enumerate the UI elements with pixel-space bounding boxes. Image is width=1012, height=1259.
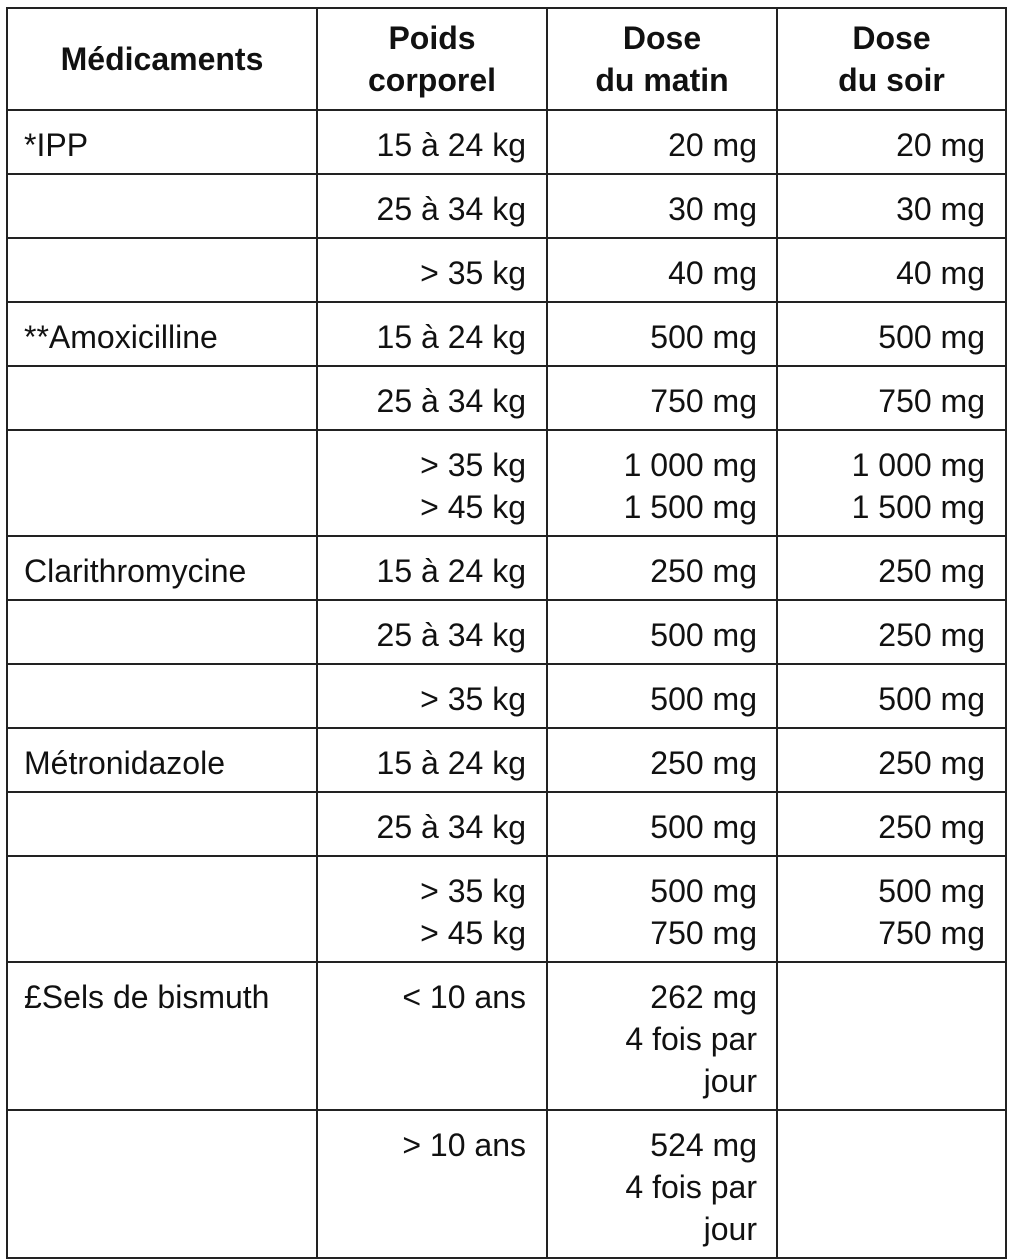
cell-medicament: Métronidazole bbox=[7, 728, 317, 792]
dosage-table bbox=[6, 7, 1007, 1259]
cell-medicament bbox=[7, 366, 317, 430]
table-row bbox=[7, 728, 1006, 792]
header-dose-soir: Dose du soir bbox=[777, 8, 1006, 110]
cell-dose-matin: 40 mg bbox=[547, 238, 777, 302]
cell-medicament bbox=[7, 174, 317, 238]
cell-poids: > 35 kg bbox=[317, 238, 547, 302]
cell-poids: > 10 ans bbox=[317, 1110, 547, 1258]
cell-dose-soir: 250 mg bbox=[777, 536, 1006, 600]
cell-medicament bbox=[7, 430, 317, 536]
cell-poids: > 35 kg > 45 kg bbox=[317, 856, 547, 962]
cell-medicament bbox=[7, 238, 317, 302]
cell-medicament: **Amoxicilline bbox=[7, 302, 317, 366]
cell-dose-soir: 250 mg bbox=[777, 792, 1006, 856]
cell-dose-matin: 524 mg 4 fois par jour bbox=[547, 1110, 777, 1258]
cell-dose-matin: 500 mg bbox=[547, 792, 777, 856]
cell-medicament: Clarithromycine bbox=[7, 536, 317, 600]
cell-poids: 25 à 34 kg bbox=[317, 174, 547, 238]
table-row bbox=[7, 238, 1006, 302]
cell-dose-soir: 750 mg bbox=[777, 366, 1006, 430]
cell-dose-matin: 20 mg bbox=[547, 110, 777, 174]
header-dose-matin: Dose du matin bbox=[547, 8, 777, 110]
cell-dose-soir: 250 mg bbox=[777, 600, 1006, 664]
cell-dose-soir bbox=[777, 1110, 1006, 1258]
table-row bbox=[7, 302, 1006, 366]
cell-dose-matin: 250 mg bbox=[547, 728, 777, 792]
table-row bbox=[7, 792, 1006, 856]
cell-dose-matin: 750 mg bbox=[547, 366, 777, 430]
cell-dose-soir: 30 mg bbox=[777, 174, 1006, 238]
cell-medicament bbox=[7, 856, 317, 962]
table-row bbox=[7, 856, 1006, 962]
cell-medicament bbox=[7, 664, 317, 728]
cell-medicament bbox=[7, 1110, 317, 1258]
cell-dose-soir: 1 000 mg 1 500 mg bbox=[777, 430, 1006, 536]
cell-dose-soir bbox=[777, 962, 1006, 1110]
cell-poids: 25 à 34 kg bbox=[317, 600, 547, 664]
cell-poids: 25 à 34 kg bbox=[317, 792, 547, 856]
table-row bbox=[7, 430, 1006, 536]
cell-dose-matin: 1 000 mg 1 500 mg bbox=[547, 430, 777, 536]
table-row bbox=[7, 174, 1006, 238]
header-row bbox=[7, 8, 1006, 110]
cell-dose-matin: 500 mg bbox=[547, 600, 777, 664]
header-medicaments: Médicaments bbox=[7, 8, 317, 110]
cell-dose-soir: 500 mg bbox=[777, 664, 1006, 728]
cell-poids: 15 à 24 kg bbox=[317, 110, 547, 174]
cell-poids: < 10 ans bbox=[317, 962, 547, 1110]
cell-dose-matin: 500 mg 750 mg bbox=[547, 856, 777, 962]
table-row bbox=[7, 600, 1006, 664]
cell-poids: 15 à 24 kg bbox=[317, 536, 547, 600]
table-row bbox=[7, 110, 1006, 174]
cell-dose-soir: 20 mg bbox=[777, 110, 1006, 174]
cell-poids: 15 à 24 kg bbox=[317, 302, 547, 366]
cell-dose-matin: 30 mg bbox=[547, 174, 777, 238]
cell-dose-matin: 250 mg bbox=[547, 536, 777, 600]
cell-poids: > 35 kg bbox=[317, 664, 547, 728]
table-row bbox=[7, 664, 1006, 728]
cell-medicament bbox=[7, 792, 317, 856]
table-row bbox=[7, 366, 1006, 430]
table-row bbox=[7, 1110, 1006, 1258]
cell-dose-soir: 40 mg bbox=[777, 238, 1006, 302]
cell-dose-soir: 500 mg 750 mg bbox=[777, 856, 1006, 962]
cell-dose-soir: 500 mg bbox=[777, 302, 1006, 366]
cell-dose-matin: 262 mg 4 fois par jour bbox=[547, 962, 777, 1110]
cell-dose-soir: 250 mg bbox=[777, 728, 1006, 792]
cell-poids: 25 à 34 kg bbox=[317, 366, 547, 430]
table-body bbox=[7, 110, 1006, 1258]
cell-medicament: *IPP bbox=[7, 110, 317, 174]
table-header bbox=[7, 8, 1006, 110]
cell-dose-matin: 500 mg bbox=[547, 302, 777, 366]
table-row bbox=[7, 536, 1006, 600]
header-poids-corporel: Poids corporel bbox=[317, 8, 547, 110]
cell-poids: > 35 kg > 45 kg bbox=[317, 430, 547, 536]
cell-dose-matin: 500 mg bbox=[547, 664, 777, 728]
table-row bbox=[7, 962, 1006, 1110]
cell-poids: 15 à 24 kg bbox=[317, 728, 547, 792]
cell-medicament: £Sels de bismuth bbox=[7, 962, 317, 1110]
cell-medicament bbox=[7, 600, 317, 664]
